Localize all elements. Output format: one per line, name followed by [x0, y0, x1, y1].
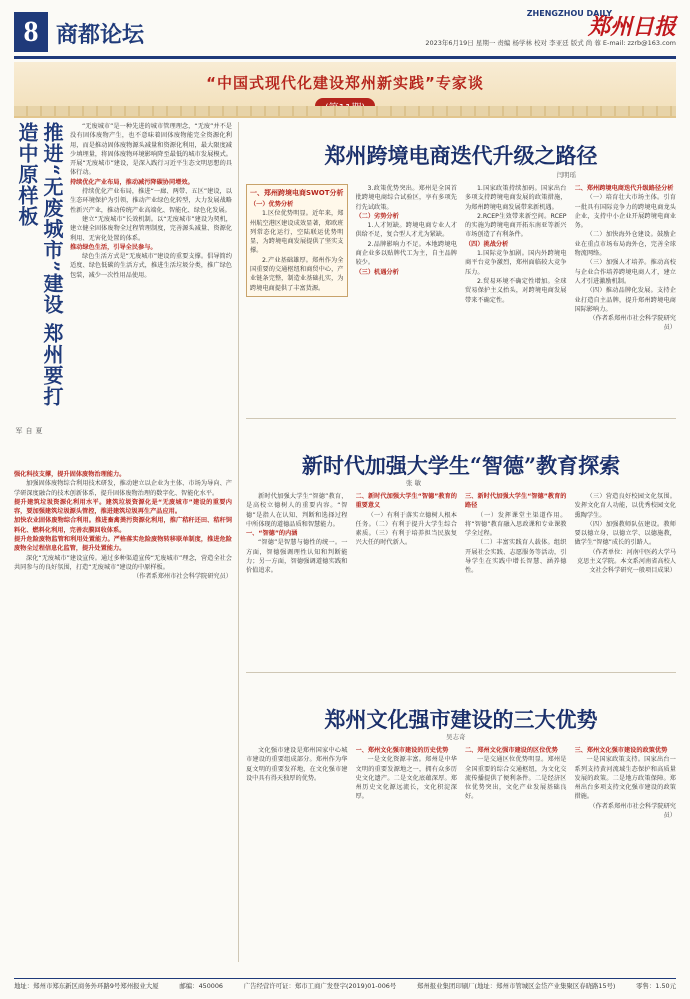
swot-box-title: 一、郑州跨境电商SWOT分析 [250, 189, 344, 197]
article-divider [246, 672, 676, 673]
left-article-title: 推进“无废城市”建设 郑州要打造中原样板 [15, 122, 64, 407]
subheading: 提升危险废物监管和利用处置能力。严格落实危险废物转移联单制度，推进危险废物全过程信息化监管，提升处置能力。 [14, 536, 232, 553]
left-article-body-top [70, 122, 232, 466]
banner-title: “中国式现代化建设郑州新实践”专家谈 [206, 74, 484, 92]
article-cultural-city: 郑州文化强市建设的三大优势 吴志奇 文化强市建设是郑州国家中心城市建设的重要组成部分。郑州作为华夏文明的重要发祥地，在文化强市建设中具有得天独厚的优势。 一、郑州文化强市建设的历史优势 一是文化资源丰富。郑州是中华文明的重要发源地之一，拥有众多历史文化遗产。二是文化底蕴深厚。郑州历史文化源远流长，文化积淀深厚。 二、郑州文化强市建设的区位优势 一是交通区位优势明显。郑州是全国重要的综合交通枢纽，为文化交流传播提供了便利条件。二是经济区位优势突出，文化产业发展基础良好。 三、郑州文化强市建设的政策优势 一是国家政策支持。国家出台一系列支持黄河流域生态保护和高质量发展的政策。二是地方政策保障。郑州出台多项支持文化强市建设的政策措施。 （作者系郑州市社会科学院研究员） [246, 674, 676, 974]
footer-printer: 郑州报业集团印刷厂(地址：郑州市管城区金岱产业集聚区春晓路15号) [416, 982, 616, 990]
subheading: 加快农业固体废物综合利用。推进畜禽粪污资源化利用，推广秸秆还田、秸秆饲料化、燃料化利用，完善农膜回收体系。 [14, 517, 232, 534]
subheading: 提升建筑垃圾资源化利用水平。建筑垃圾资源化是“无废城市”建设的重要内容，要加强建筑垃圾源头管控，推进建筑垃圾再生产品应用。 [14, 498, 232, 516]
article1-author: 闫明瑶 [556, 171, 576, 179]
paragraph: 绿色生活方式是“无废城市”建设的重要支撑。倡导简约适度、绿色低碳的生活方式，推进生活垃圾分类，推广绿色包装，减少一次性用品使用。 [70, 253, 232, 279]
footer-price: 零售：1.50元 [636, 982, 676, 990]
swot-box: 一、郑州跨境电商SWOT分析 （一）优势分析 1.区位优势明显。近年来，郑州航空港区建设成效显著，郑欧班列常态化运行，空陆联运优势明显，为跨境电商发展提供了坚实支撑。 2.产业基础雄厚。郑州作为全国重要的交通枢纽和商贸中心，产业链条完整，制造业基础扎实，为跨境电商提供了丰富货源。 [246, 184, 348, 297]
left-article-body-bottom [14, 470, 232, 960]
subheading: 持续优化产业布局，推动减污降碳协同增效。 [70, 178, 194, 186]
footer-address: 地址：郑州市郑东新区商务外环路9号郑州报业大厦 [14, 982, 159, 990]
paragraph: “无废城市”是一种先进的城市管理理念，“无废”并不是没有固体废物产生，也不意味着固体废物能完全资源化利用，而是推动固体废物源头减量和资源化利用，最大限度减少填埋量，将固体废物环境影响降至最低的城市发展模式。开展“无废城市”建设，是深入践行习近平生态文明思想的具体行动。 [70, 123, 232, 177]
article3-author: 吴志奇 [446, 733, 466, 741]
author-note: （作者系郑州市社会科学院研究员） [133, 573, 232, 581]
article-divider [246, 418, 676, 419]
paragraph: 建立“无废城市”长效机制。以“无废城市”建设为契机，建立健全固体废物全过程管理制度，完善源头减量、资源化利用、无害化处置的体系。 [70, 215, 232, 242]
masthead-rule [14, 56, 676, 59]
page-footer [14, 978, 676, 992]
brand-english: ZHENGZHOU DAILY [526, 9, 612, 18]
brand-logo: 郑州日报 [587, 14, 676, 40]
paragraph: 深化“无废城市”建设宣传。通过多种渠道宣传“无废城市”理念，营造全社会共同参与的良好氛围，打造“无废城市”建设的中原样板。 [14, 554, 232, 571]
masthead [0, 0, 690, 60]
article2-author: 张 敏 [406, 479, 422, 487]
footer-postcode: 邮编：450006 [179, 982, 223, 990]
article-wisdom-virtue-education: 新时代加强大学生“智德”教育探索 张 敏 新时代加强大学生“智德”教育，是高校立德树人的重要内容。“智德”是指人在认知、判断和选择过程中所体现的道德品质和智慧能力。 一、“智德”的内涵 “智德”是智慧与德性的统一。一方面，智德强调理性认知和判断能力；另一方面，智德强调道德实践和价值追求。 二、新时代加强大学生“智德”教育的重要意义 （一）有利于落实立德树人根本任务。（二）有利于提升大学生综合素质。（三）有利于培养担当民族复兴大任的时代新人。 三、新时代加强大学生“智德”教育的路径 （一）发挥课堂主渠道作用。将“智德”教育融入思政课和专业课教学全过程。 （二）丰富实践育人载体。组织开展社会实践、志愿服务等活动，引导学生在实践中增长智慧、涵养德性。 （三）营造良好校园文化氛围。发挥文化育人功能，以优秀校园文化熏陶学生。 （四）加强教师队伍建设。教师要以德立身、以德立学、以德施教，做学生“智德”成长的引路人。 （作者单位：河南中医药大学马克思主义学院。本文系河南省高校人文社会科学研究一般项目成果） [246, 420, 676, 670]
footer-license: 广告经营许可证：郑市工商广发登字(2019)01-006号 [243, 982, 397, 990]
article-cross-border-ecommerce: 郑州跨境电商迭代升级之路径 闫明瑶 一、郑州跨境电商SWOT分析 （一）优势分析 1.区位优势明显。近年来，郑州航空港区建设成效显著，郑欧班列常态化运行，空陆联运优势明显，为跨境电商发展提供了坚实支撑。 2.产业基础雄厚。郑州作为全国重要的交通枢纽和商贸中心，产业链条完整，制造业基础扎实，为跨境电商提供了丰富货源。 3.政策优势突出。郑州是全国首批跨境电商综合试验区，享有多项先行先试政策。 （二）劣势分析 1.人才短缺。跨境电商专业人才供给不足，复合型人才尤为紧缺。 2.品牌影响力不足。本地跨境电商企业多以贴牌代工为主，自主品牌较少。 （三）机遇分析 1.国家政策持续加码。国家出台多项支持跨境电商发展的政策措施，为郑州跨境电商发展带来新机遇。 2.RCEP生效带来新空间。RCEP的实施为跨境电商开拓东南亚等新兴市场创造了有利条件。 （四）挑战分析 1.国际竞争加剧。国内外跨境电商平台竞争激烈，郑州面临较大竞争压力。 2.贸易环境不确定性增加。全球贸易保护主义抬头，对跨境电商发展带来不确定性。 二、郑州跨境电商迭代升级路径分析 （一）培育壮大市场主体。引育一批具有国际竞争力的跨境电商龙头企业，支持中小企业开展跨境电商业务。 （二）加快海外仓建设。鼓励企业在重点市场布局海外仓，完善全球物流网络。 （三）加强人才培养。推动高校与企业合作培养跨境电商人才，建立人才引进激励机制。 （四）推动品牌化发展。支持企业打造自主品牌，提升郑州跨境电商国际影响力。 （作者系郑州市社会科学院研究员） [246, 124, 676, 414]
article3-title: 郑州文化强市建设的三大优势 [324, 707, 598, 732]
article1-title: 郑州跨境电商迭代升级之路径 [324, 143, 598, 168]
subheading: 强化科技支撑，提升固体废物治理能力。 [14, 471, 126, 478]
page-number: 8 [14, 12, 48, 52]
subheading: 推动绿色生活，引导全民参与。 [70, 243, 157, 251]
banner-decoration [14, 106, 676, 116]
section-title: 商都论坛 [56, 22, 145, 48]
paragraph: 加强固体废物综合利用技术研发，推动建立以企业为主体、市场为导向、产学研深度融合的技术创新体系，提升固体废物治理的数字化、智能化水平。 [14, 480, 232, 497]
issue-info: 2023年6月19日 星期一 责编 杨学林 校对 李亚廷 版式 尚 蓉 E-mail: zzrb@163.com [425, 39, 676, 47]
left-article-author: 夏自军 [15, 427, 43, 434]
article2-title: 新时代加强大学生“智德”教育探索 [301, 453, 621, 478]
paragraph: 持续优化产业布局，推进“一廊、两带、五区”建设，以生态环境保护为引领，推动产业绿色化转型，大力发展战略性新兴产业，推动传统产业高端化、智能化、绿色化发展。 [70, 188, 232, 214]
special-column-banner [14, 62, 676, 118]
column-divider [238, 122, 239, 962]
left-article [14, 122, 232, 962]
